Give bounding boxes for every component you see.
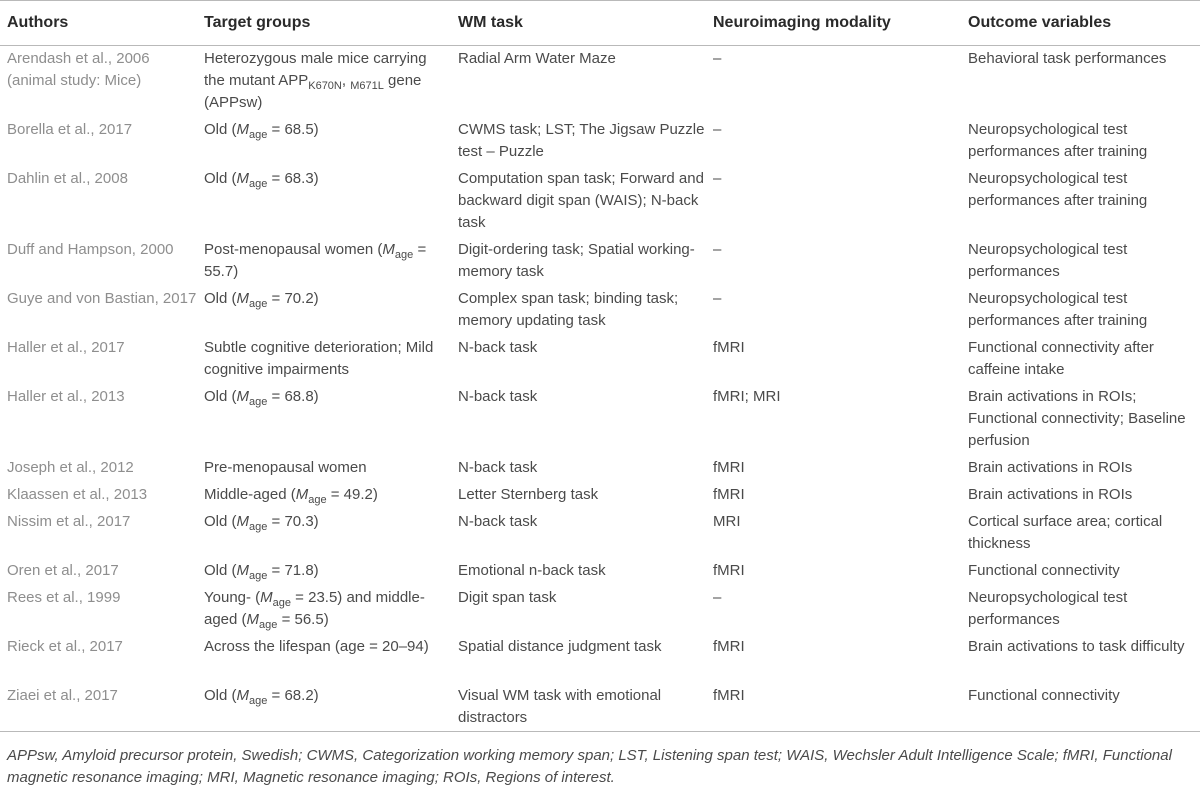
cell-wm-task: N-back task (458, 458, 538, 476)
target-text-segment: age (249, 395, 268, 408)
table-row (0, 683, 1200, 732)
cell-modality: fMRI (713, 338, 745, 356)
cell-modality: – (713, 120, 722, 138)
target-text-segment: M (295, 485, 309, 503)
target-text-segment: = 56.5) (277, 610, 329, 628)
cell-author: Duff and Hampson, 2000 (7, 240, 174, 258)
header-wm-task: WM task (451, 1, 706, 46)
target-text-segment: = 23.5) and middle-aged ( (204, 588, 425, 628)
table-row (0, 482, 1200, 509)
cell-wm-task: Digit span task (458, 588, 557, 606)
cell-author: Haller et al., 2013 (7, 387, 125, 405)
table-row (0, 166, 1200, 237)
target-text-segment: age (249, 297, 268, 310)
target-text-segment: age (249, 177, 268, 190)
table-row (0, 558, 1200, 585)
cell-target-group (197, 237, 451, 286)
cell-target-group (197, 117, 451, 166)
cell-outcome: Neuropsychological test performances after training (968, 169, 1148, 209)
target-text-segment: Pre-menopausal women (204, 458, 367, 476)
table-row (0, 117, 1200, 166)
cell-outcome: Functional connectivity (961, 683, 1200, 732)
target-text-segment: M (260, 588, 273, 606)
cell-outcome: Cortical surface area; cortical thickness (968, 512, 1163, 552)
target-text-segment: Old ( (204, 289, 237, 307)
target-text-segment: M (382, 240, 395, 258)
target-text-segment: Old ( (204, 561, 237, 579)
cell-target-group (197, 286, 451, 335)
cell-outcome: Brain activations in ROIs; Functional connectivity; Baseline perfusion (968, 387, 1186, 449)
table-row (0, 509, 1200, 558)
target-text-segment: M (236, 169, 250, 187)
cell-wm-task: N-back task (458, 387, 538, 405)
table-row (0, 455, 1200, 482)
cell-outcome: Neuropsychological test performances (968, 240, 1128, 280)
target-text-segment: Young- ( (204, 588, 261, 606)
target-text-segment: M (236, 387, 250, 405)
cell-outcome: Behavioral task performances (968, 50, 1167, 67)
target-text-segment: M (236, 686, 250, 704)
table-row (0, 237, 1200, 286)
cell-modality: – (713, 50, 722, 67)
table-footnote: APPsw, Amyloid precursor protein, Swedish; CWMS, Categorization working memory span; LST, Listening span test; WAIS, Wechsler Adult Intelligence Scale; fMRI, Functional magnetic resonance imaging; MRI, Magnetic resonance imaging; ROIs, Regions of interest. (7, 747, 1172, 786)
cell-target-group (197, 683, 451, 732)
target-text-segment: age (259, 618, 278, 631)
cell-outcome: Neuropsychological test performances after training (968, 289, 1148, 329)
cell-outcome: Functional connectivity (968, 561, 1120, 579)
target-text-segment: age (249, 520, 268, 533)
cell-modality: MRI (713, 512, 741, 530)
target-text-segment: M (236, 561, 250, 579)
cell-modality: fMRI (713, 637, 745, 655)
cell-modality: fMRI (706, 683, 961, 732)
target-text-segment: M (246, 610, 260, 628)
target-text-segment: M (236, 289, 250, 307)
table-row (0, 335, 1200, 384)
target-text-segment: M (236, 512, 250, 530)
table-row (0, 286, 1200, 335)
cell-modality: – (713, 169, 722, 187)
cell-target-group (197, 46, 451, 117)
target-text-segment: Old ( (204, 512, 237, 530)
header-row (0, 1, 1200, 46)
cell-target-group (197, 166, 451, 237)
cell-wm-task: Spatial distance judgment task (458, 637, 662, 655)
cell-target-group (197, 558, 451, 585)
cell-target-group (197, 585, 451, 634)
target-text-segment: = 71.8) (267, 561, 319, 579)
header-authors: Authors (0, 1, 197, 46)
cell-outcome: Functional connectivity after caffeine intake (968, 338, 1154, 378)
cell-target-group (197, 634, 451, 683)
target-text-segment: Middle-aged ( (204, 485, 296, 503)
cell-author: Dahlin et al., 2008 (7, 169, 128, 187)
cell-author: Arendash et al., 2006 (animal study: Mice) (7, 50, 150, 89)
cell-wm-task: Radial Arm Water Maze (458, 50, 616, 67)
cell-author: Joseph et al., 2012 (7, 458, 134, 476)
cell-modality: fMRI (713, 485, 745, 503)
cell-target-group (197, 335, 451, 384)
cell-modality: fMRI; MRI (713, 387, 781, 405)
table-row (0, 585, 1200, 634)
cell-author: Guye and von Bastian, 2017 (7, 289, 197, 307)
cell-outcome: Brain activations in ROIs (968, 485, 1133, 503)
cell-author: Ziaei et al., 2017 (0, 683, 197, 732)
header-neuroimaging-modality: Neuroimaging modality (706, 1, 961, 46)
cell-author: Oren et al., 2017 (7, 561, 119, 579)
target-text-segment: = 70.2) (267, 289, 319, 307)
cell-wm-task: Computation span task; Forward and backward digit span (WAIS); N-back task (458, 169, 704, 231)
target-text-segment: Old ( (204, 686, 237, 704)
target-text-segment: age (272, 596, 292, 609)
cell-modality: fMRI (713, 561, 745, 579)
target-text-segment: age (249, 694, 268, 707)
cell-modality: – (713, 240, 722, 258)
target-text-segment: K670N (308, 80, 342, 92)
target-text-segment: Post-menopausal women ( (204, 240, 383, 258)
header-outcome-variables: Outcome variables (961, 1, 1200, 46)
target-text-segment: = 49.2) (326, 485, 378, 503)
target-text-segment: Across the lifespan (age = 20–94) (204, 637, 429, 655)
target-text-segment: Heterozygous male mice carrying the mutant APP (204, 50, 427, 89)
target-text-segment: age (394, 248, 414, 261)
target-text-segment: Old ( (204, 387, 237, 405)
cell-wm-task: N-back task (458, 512, 538, 530)
target-text-segment: = 70.3) (267, 512, 319, 530)
target-text-segment: M671L (350, 80, 384, 92)
cell-outcome: Brain activations to task difficulty (968, 637, 1185, 655)
target-text-segment: = 68.8) (267, 387, 319, 405)
cell-target-group (197, 384, 451, 455)
target-text-segment: M (236, 120, 250, 138)
cell-wm-task: N-back task (458, 338, 538, 356)
target-text-segment: Old ( (204, 169, 237, 187)
cell-author: Nissim et al., 2017 (7, 512, 131, 530)
target-text-segment: , (341, 72, 351, 89)
cell-author: Rieck et al., 2017 (7, 637, 123, 655)
cell-modality: – (713, 588, 722, 606)
cell-wm-task: Complex span task; binding task; memory updating task (458, 289, 679, 329)
cell-author: Haller et al., 2017 (7, 338, 125, 356)
cell-target-group (197, 455, 451, 482)
cell-wm-task: Emotional n-back task (458, 561, 606, 579)
target-text-segment: = 68.5) (267, 120, 319, 138)
cell-modality: – (713, 289, 722, 307)
cell-author: Rees et al., 1999 (7, 588, 121, 606)
table-row (0, 384, 1200, 455)
cell-target-group (197, 482, 451, 509)
target-text-segment: age (308, 493, 327, 506)
cell-target-group (197, 509, 451, 558)
header-target-groups: Target groups (197, 1, 451, 46)
target-text-segment: Subtle cognitive deterioration; Mild cognitive impairments (204, 338, 434, 378)
cell-wm-task: Visual WM task with emotional distractors (451, 683, 706, 732)
cell-wm-task: Letter Sternberg task (458, 485, 599, 503)
target-text-segment: = 68.3) (267, 169, 319, 187)
table-body (0, 46, 1200, 732)
cell-wm-task: Digit-ordering task; Spatial working-memory task (458, 240, 695, 280)
cell-author: Klaassen et al., 2013 (7, 485, 148, 503)
cell-outcome: Neuropsychological test performances (968, 588, 1128, 628)
table-row (0, 634, 1200, 683)
cell-modality: fMRI (713, 458, 745, 476)
target-text-segment: age (249, 569, 268, 582)
target-text-segment: gene (APPsw) (204, 72, 422, 111)
target-text-segment: Old ( (204, 120, 237, 138)
cell-outcome: Brain activations in ROIs (968, 458, 1133, 476)
target-text-segment: age (249, 128, 268, 141)
target-text-segment: = 68.2) (267, 686, 319, 704)
cell-outcome: Neuropsychological test performances after training (968, 120, 1148, 160)
table-row (0, 46, 1200, 117)
cell-wm-task: CWMS task; LST; The Jigsaw Puzzle test – Puzzle (458, 120, 705, 160)
cell-author: Borella et al., 2017 (7, 120, 133, 138)
target-text-segment: = 55.7) (204, 240, 427, 280)
